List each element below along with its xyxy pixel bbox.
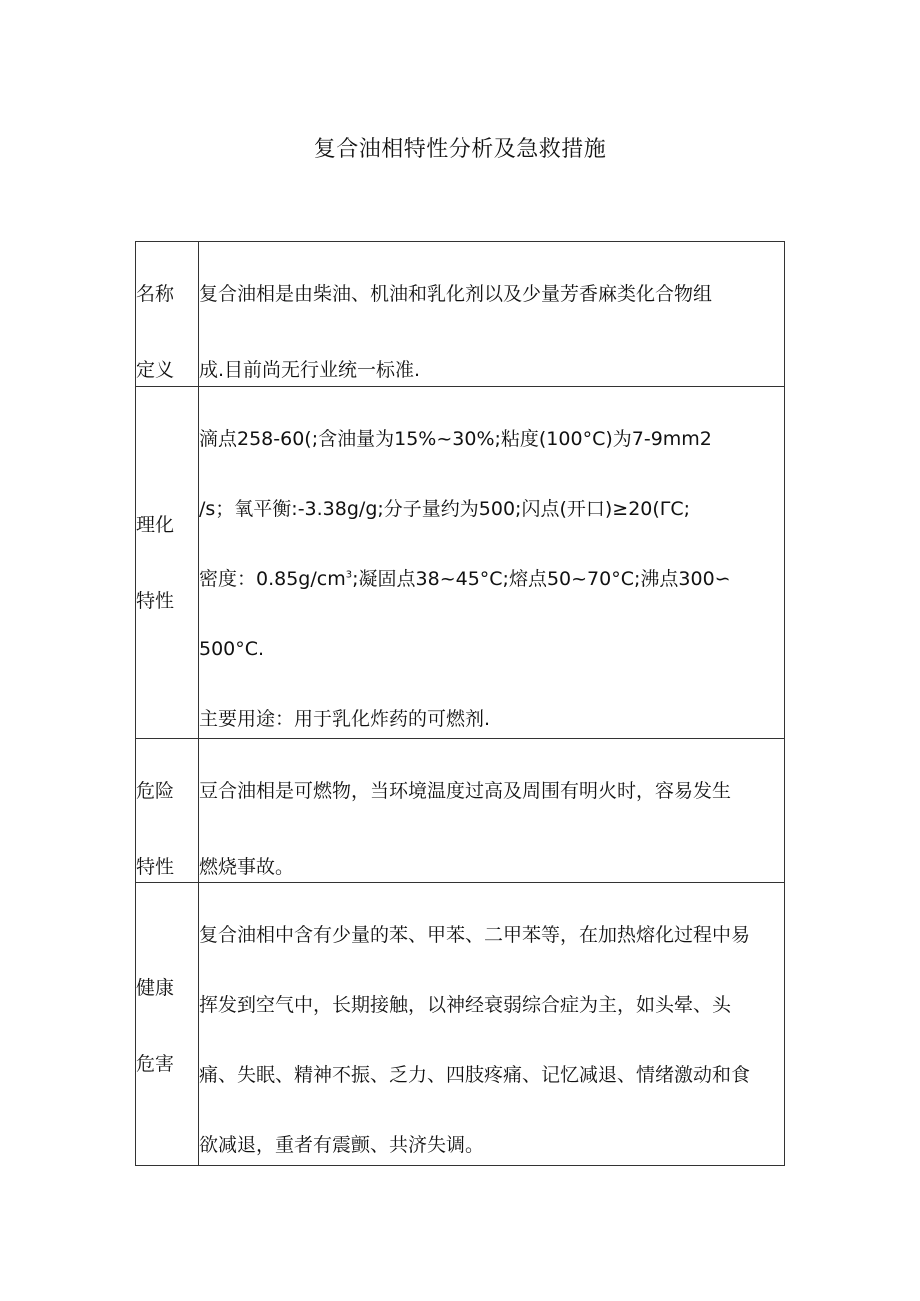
table-row-health bbox=[136, 883, 785, 1166]
row-value-line: 欲减退，重者有震颤、共济失调。 bbox=[199, 1134, 485, 1156]
label-cell-physicochemical bbox=[136, 387, 199, 739]
row-label-line: 特性 bbox=[136, 856, 175, 878]
value-cell-physicochemical bbox=[199, 387, 785, 739]
table-row-definition bbox=[136, 242, 785, 387]
row-label-line: 特性 bbox=[136, 590, 175, 612]
table-row-hazard bbox=[136, 739, 785, 883]
row-value-line: 滴点258-60(;含油量为15%~30%;粘度(100°C)为7-9mm2 bbox=[199, 428, 712, 450]
row-value-line: 成.目前尚无行业统一标准. bbox=[199, 359, 421, 381]
row-value-line: 痛、失眠、精神不振、乏力、四肢疼痛、记忆减退、情绪激动和食 bbox=[199, 1064, 751, 1086]
row-label-line: 危险 bbox=[136, 780, 175, 802]
row-value-line bbox=[199, 567, 731, 591]
row-value-line: 挥发到空气中，长期接触，以神经衰弱综合症为主，如头晕、头 bbox=[199, 994, 732, 1016]
row-label-line: 名称 bbox=[136, 283, 175, 305]
density-text: 密度：0.85g/cm bbox=[199, 568, 346, 590]
density-rest-text: ;凝固点38~45°C;熔点50~70°C;沸点300∽ bbox=[352, 568, 731, 590]
row-label-line: 健康 bbox=[136, 977, 175, 999]
spec-table bbox=[135, 241, 785, 1166]
row-label-line: 定义 bbox=[136, 359, 175, 381]
table-row-physicochemical bbox=[136, 387, 785, 739]
value-cell-health bbox=[199, 883, 785, 1166]
row-label-line: 危害 bbox=[136, 1053, 175, 1075]
row-value-line: 燃烧事故。 bbox=[199, 856, 295, 878]
label-cell-health bbox=[136, 883, 199, 1166]
row-value-line: 主要用途：用于乳化炸药的可燃剂. bbox=[199, 708, 491, 730]
row-value-line: /s；氧平衡:-3.38g/g;分子量约为500;闪点(开口)≥20(ΓC; bbox=[199, 498, 691, 520]
value-cell-hazard bbox=[199, 739, 785, 883]
value-cell-definition bbox=[199, 242, 785, 387]
row-value-line: 豆合油相是可燃物，当环境温度过高及周围有明火时，容易发生 bbox=[199, 780, 732, 802]
row-value-line: 复合油相是由柴油、机油和乳化剂以及少量芳香麻类化合物组 bbox=[199, 283, 713, 305]
page-title: 复合油相特性分析及急救措施 bbox=[313, 137, 607, 162]
row-label-line: 理化 bbox=[136, 514, 175, 536]
label-cell-hazard bbox=[136, 739, 199, 883]
label-cell-definition bbox=[136, 242, 199, 387]
row-value-line: 500°C. bbox=[199, 638, 265, 660]
row-value-line: 复合油相中含有少量的苯、甲苯、二甲苯等，在加热熔化过程中易 bbox=[199, 924, 751, 946]
density-superscript: 3 bbox=[345, 569, 353, 581]
